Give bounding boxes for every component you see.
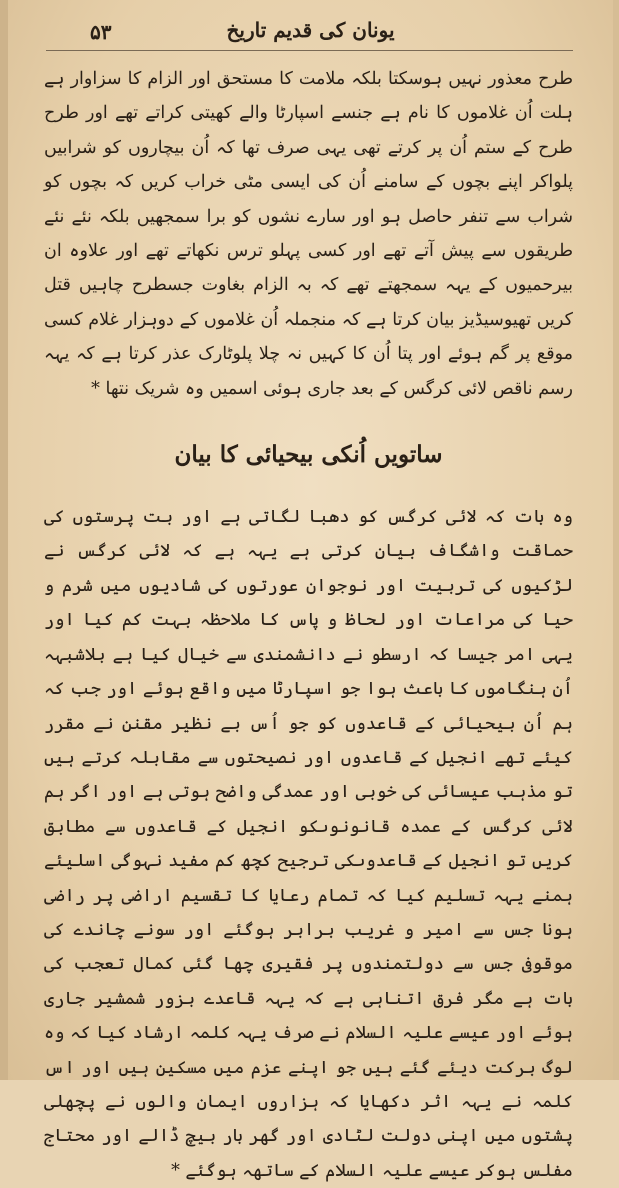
section-heading: ساتویں اُنکی بیحیائی کا بیان bbox=[174, 441, 443, 469]
paragraph-2: وہ بات کہ لائی کرگس کو دھبا لگاتی ہے اور بت پرستوں کی حماقت واشگاف بیان کرتی ہے یہہ ہے کہ لائی کرگس نے لڑکیوں کی تربیت اور نوجوان عورتوں کی شادیوں میں شرم و حیا کی مراعات اور لحاظ و پاس کا ملاحظہ بہت کم کیا اور یہی امر جیسا کہ ارسطو نے دانشمندی سے خیال کیا ہے بلاشبہہ اُن ہنگاموں کا باعث ہوا جو اسپارٹا میں واقع ہوئے اور جب کہ ہم اُن بیحیائی کے قاعدوں کو جو اُس بے نظیر مقنن نے مقرر کیئے تھے انجیل کے قاعدوں اور نصیحتوں سے مقابلہ کرتے ہیں تو مذہب عیسائی کی خوبی اور عمدگی واضح ہوتی ہے اور اگر ہم لائی کرگس کے عمدہ قانونوںکو انجیل کے قاعدوں سے مطابق کریں تو انجیل کے قاعدوںکی ترجیح کچھ کم مفید نہوگی اسلیئے ہمنے یہہ تسلیم کیا کہ تمام رعایا کا تقسیم اراضی پر راضی ہونا جس سے امیر و غریب برابر ہوگئے اور سونے چاندے کی موقوفی جس سے دولتمندوں پر فقیری چھا گئی کمال تعجب کی بات ہے مگر فرق اتناہی ہے کہ یہہ قاعدے بزور شمشیر جاری ہوئے اور عیسے علیہ السلام نے صرف یہہ کلمہ ارشاد کیا کہ وہ لوگ برکت دیئے گئے ہیں جو اپنے عزم میں مسکین ہیں اور اس کلمہ نے یہہ اثر دکھایا کہ ہزاروں ایمان والوں نے پچھلی پشتوں میں اپنی دولت لٹادی اور گھر بار بیچ ڈالے اور محتاج مفلس ہوکر عیسے علیہ السلام کے ساتھہ ہوگئے * bbox=[44, 507, 573, 1181]
page-body bbox=[44, 62, 573, 1181]
running-title: یونان کی قدیم تاریخ bbox=[226, 18, 395, 42]
page-number: ۵۳ bbox=[90, 20, 112, 44]
paragraph-1: طرح معذور نہیں ہوسکتا بلکہ ملامت کا مستحق اور الزام کا سزاوار ہے ہلت اُن غلاموں کا نام ہے جنسے اسپارٹا والے کھیتی کراتے تھے اور طرح طرح کے ستم اُن پر کرتے تھی یہی صرف تھا کہ اُن بیچاروں کو شرابیں پلواکر اپنے بچوں کے سامنے اُن کی ایسی مٹی خراب کریں کہ بچوں کو شراب سے تنفر حاصل ہو اور سارے نشوں کو برا سمجھیں بلکہ نئے نئے طریقوں سے پیش آتے تھے اور کسی پہلو ترس نکھاتے تھے اور علاوہ ان بیرحمیوں کے یہہ سمجھتے تھے کہ بہ الزام بغاوت جسطرح چاہیں قتل کریں تھیوسیڈیز بیان کرتا ہے کہ منجملہ اُن غلاموں کے دوہزار غلام کسی موقع پر گم ہوئے اور پتا اُن کا کہیں نہ چلا پلوٹارک عذر کرتا ہے کہ یہہ رسم ناقص لائی کرگس کے بعد جاری ہوئی اسمیں وہ شریک نتھا * bbox=[44, 69, 573, 399]
header-rule bbox=[46, 50, 573, 51]
page-header bbox=[38, 14, 583, 50]
